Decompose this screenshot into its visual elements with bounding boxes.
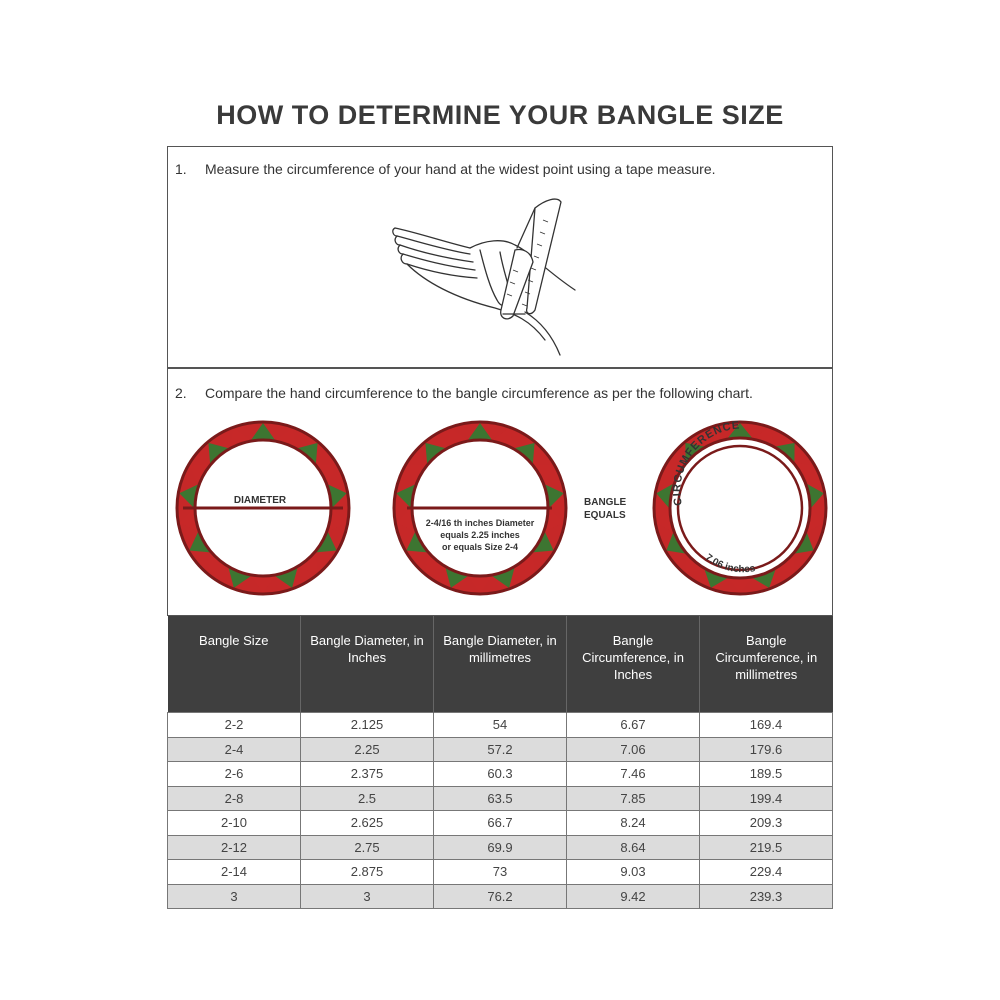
table-row bbox=[168, 811, 833, 836]
hand-measuring-illustration bbox=[385, 190, 585, 360]
table-cell: 7.46 bbox=[567, 762, 700, 787]
table-cell: 2.875 bbox=[301, 860, 434, 885]
step-1-number: 1. bbox=[175, 161, 187, 177]
table-cell: 2-12 bbox=[168, 835, 301, 860]
table-cell: 9.42 bbox=[567, 884, 700, 909]
table-row bbox=[168, 737, 833, 762]
table-cell: 189.5 bbox=[700, 762, 833, 787]
table-cell: 2.375 bbox=[301, 762, 434, 787]
header-bangle-size: Bangle Size bbox=[168, 616, 301, 713]
header-diameter-inches: Bangle Diameter, in Inches bbox=[301, 616, 434, 713]
equals-line-2: EQUALS bbox=[584, 510, 626, 521]
table-cell: 199.4 bbox=[700, 786, 833, 811]
table-cell: 2-14 bbox=[168, 860, 301, 885]
table-cell: 2.25 bbox=[301, 737, 434, 762]
table-row bbox=[168, 884, 833, 909]
table-cell: 2.75 bbox=[301, 835, 434, 860]
table-cell: 8.64 bbox=[567, 835, 700, 860]
table-cell: 2.125 bbox=[301, 713, 434, 738]
table-cell: 69.9 bbox=[434, 835, 567, 860]
table-row bbox=[168, 713, 833, 738]
table-row bbox=[168, 860, 833, 885]
table-cell: 179.6 bbox=[700, 737, 833, 762]
example-line-3: or equals Size 2-4 bbox=[441, 542, 519, 552]
table-cell: 54 bbox=[434, 713, 567, 738]
table-cell: 8.24 bbox=[567, 811, 700, 836]
table-cell: 66.7 bbox=[434, 811, 567, 836]
table-cell: 209.3 bbox=[700, 811, 833, 836]
table-cell: 2.5 bbox=[301, 786, 434, 811]
step-1 bbox=[175, 161, 716, 177]
equals-line-1: BANGLE bbox=[584, 497, 627, 508]
example-line-1: 2-4/16 th inches Diameter bbox=[425, 518, 535, 528]
table-cell: 9.03 bbox=[567, 860, 700, 885]
circumference-label: CIRCUMFERENCE bbox=[671, 419, 741, 507]
table-cell: 73 bbox=[434, 860, 567, 885]
header-circumference-mm: Bangle Circumference, in millimetres bbox=[700, 616, 833, 713]
table-cell: 239.3 bbox=[700, 884, 833, 909]
table-header-row bbox=[168, 616, 833, 713]
table-cell: 2-6 bbox=[168, 762, 301, 787]
diameter-label: DIAMETER bbox=[233, 495, 287, 506]
table-row bbox=[168, 786, 833, 811]
table-cell: 229.4 bbox=[700, 860, 833, 885]
header-diameter-mm: Bangle Diameter, in millimetres bbox=[434, 616, 567, 713]
table-cell: 2-8 bbox=[168, 786, 301, 811]
table-cell: 2-10 bbox=[168, 811, 301, 836]
bangle-diagrams bbox=[167, 405, 833, 605]
table-cell: 3 bbox=[301, 884, 434, 909]
table-cell: 57.2 bbox=[434, 737, 567, 762]
table-cell: 63.5 bbox=[434, 786, 567, 811]
table-cell: 76.2 bbox=[434, 884, 567, 909]
table-cell: 169.4 bbox=[700, 713, 833, 738]
table-cell: 2.625 bbox=[301, 811, 434, 836]
table-cell: 7.06 bbox=[567, 737, 700, 762]
table-row bbox=[168, 762, 833, 787]
step-1-text: Measure the circumference of your hand at the widest point using a tape measure. bbox=[205, 161, 716, 177]
example-line-2: equals 2.25 inches bbox=[440, 530, 520, 540]
table-cell: 6.67 bbox=[567, 713, 700, 738]
bangle-equals-label bbox=[584, 496, 626, 522]
table-cell: 7.85 bbox=[567, 786, 700, 811]
table-cell: 2-4 bbox=[168, 737, 301, 762]
table-cell: 60.3 bbox=[434, 762, 567, 787]
table-cell: 219.5 bbox=[700, 835, 833, 860]
step-2-number: 2. bbox=[175, 385, 187, 401]
table-cell: 2-2 bbox=[168, 713, 301, 738]
table-cell: 3 bbox=[168, 884, 301, 909]
page-title: HOW TO DETERMINE YOUR BANGLE SIZE bbox=[216, 100, 784, 130]
header-circumference-inches: Bangle Circumference, in Inches bbox=[567, 616, 700, 713]
step-2 bbox=[175, 385, 753, 401]
step-2-text: Compare the hand circumference to the bangle circumference as per the following chart. bbox=[205, 385, 753, 401]
bangle-size-table bbox=[167, 616, 833, 909]
section-divider bbox=[167, 367, 833, 369]
table-row bbox=[168, 835, 833, 860]
circumference-value: 7.06 inches bbox=[702, 552, 757, 576]
